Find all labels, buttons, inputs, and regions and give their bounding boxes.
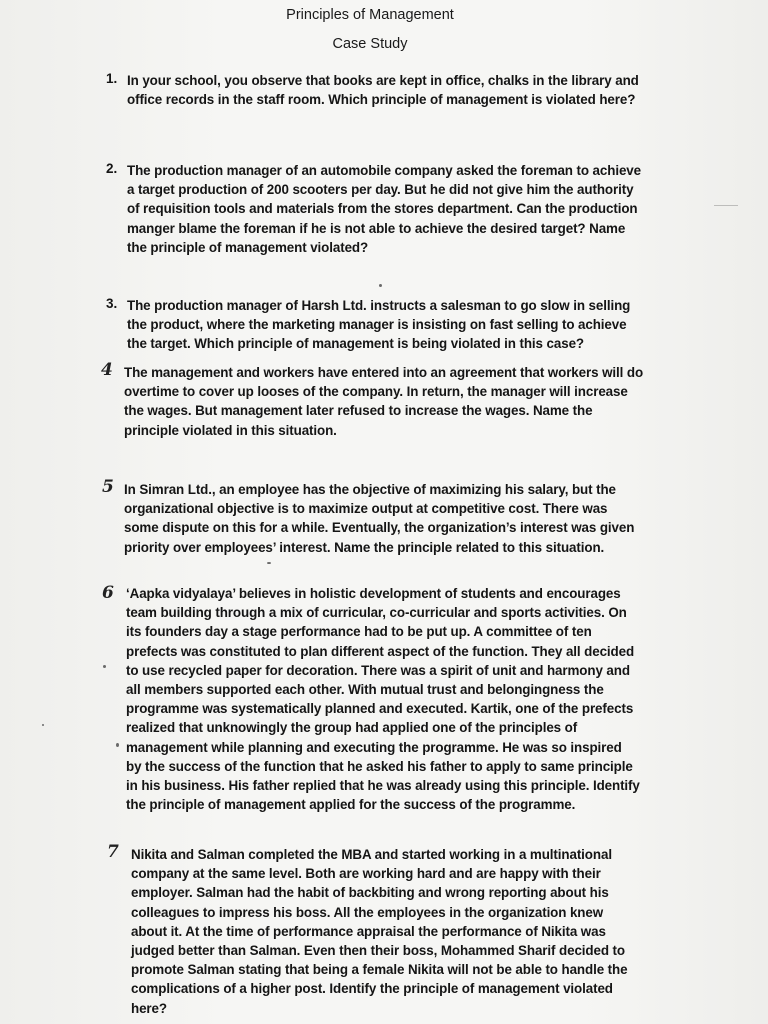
- question-5-text: In Simran Ltd., an employee has the objective of maximizing his salary, but the organizational objective is to maximize output at competitive cost. There was some dispute on this for a while. Eventually, the organization’s interest was given priority over employees’ interest. Name the principle related to this situation.: [124, 482, 635, 555]
- scan-speck: [42, 724, 44, 726]
- question-5-number: 5: [102, 477, 114, 497]
- question-7: [131, 845, 641, 1018]
- scan-speck: [116, 743, 119, 747]
- question-3-number: 3.: [106, 296, 118, 311]
- question-3: [127, 296, 647, 354]
- question-1-text: In your school, you observe that books are kept in office, chalks in the library and office records in the staff room. Which principle of management is violated here?: [127, 73, 639, 108]
- scan-speck: [267, 562, 271, 564]
- question-4-number: 4: [101, 360, 113, 380]
- question-4-text: The management and workers have entered into an agreement that workers will do overtime to cover up looses of the company. In return, the manager will increase the wages. But management later refused to increase the wages. Name the principle violated in this situation.: [124, 365, 644, 438]
- question-4: [124, 363, 644, 440]
- question-6-text: ‘Aapka vidyalaya’ believes in holistic development of students and encourages team building through a mix of curricular, co-curricular and sports activities. On its founders day a stage performance had to be put up. A committee of ten prefects was constituted to plan different aspect of the function. They all decided to use recycled paper for decoration. There was a spirit of unit and harmony and all members supported each other. With mutual trust and belongingness the programme was systematically planned and executed. Kartik, one of the prefects realized that unknowingly the group had applied one of the principles of management while planning and executing the programme. He was so inspired by the success of the function that he asked his father to apply to same principle in his business. His father replied that he was already using this principle. Identify the principle of management applied for the success of the programme.: [126, 586, 640, 813]
- question-6: [126, 584, 640, 814]
- question-2: [127, 161, 647, 257]
- document-subtitle: Case Study: [332, 36, 408, 52]
- scan-speck: [103, 665, 106, 668]
- question-1-number: 1.: [106, 71, 118, 86]
- question-3-text: The production manager of Harsh Ltd. instructs a salesman to go slow in selling the product, where the marketing manager is insisting on fast selling to achieve the target. Which principle of management is being violated in this case?: [127, 298, 631, 352]
- scan-mark-line: [714, 205, 738, 206]
- question-5: [124, 480, 644, 557]
- scan-speck: [379, 284, 382, 287]
- document-title: Principles of Management: [286, 7, 454, 23]
- question-7-number: 7: [107, 842, 119, 862]
- question-2-text: The production manager of an automobile company asked the foreman to achieve a target production of 200 scooters per day. But he did not give him the authority of requisition tools and materials from the stores department. Can the production manger blame the foreman if he is not able to achieve the desired target? Name the principle of management violated?: [127, 163, 641, 255]
- question-2-number: 2.: [106, 161, 118, 176]
- question-7-text: Nikita and Salman completed the MBA and started working in a multinational company at the same level. Both are working hard and are happy with their employer. Salman had the habit of backbiting and wrong reporting about his colleagues to impress his boss. All the employees in the organization knew about it. At the time of performance appraisal the performance of Nikita was judged better than Salman. Even then their boss, Mohammed Sharif decided to promote Salman stating that being a female Nikita will not be able to handle the complications of a higher post. Identify the principle of management violated here?: [131, 847, 628, 1016]
- question-1: [127, 71, 647, 109]
- question-6-number: 6: [102, 583, 114, 603]
